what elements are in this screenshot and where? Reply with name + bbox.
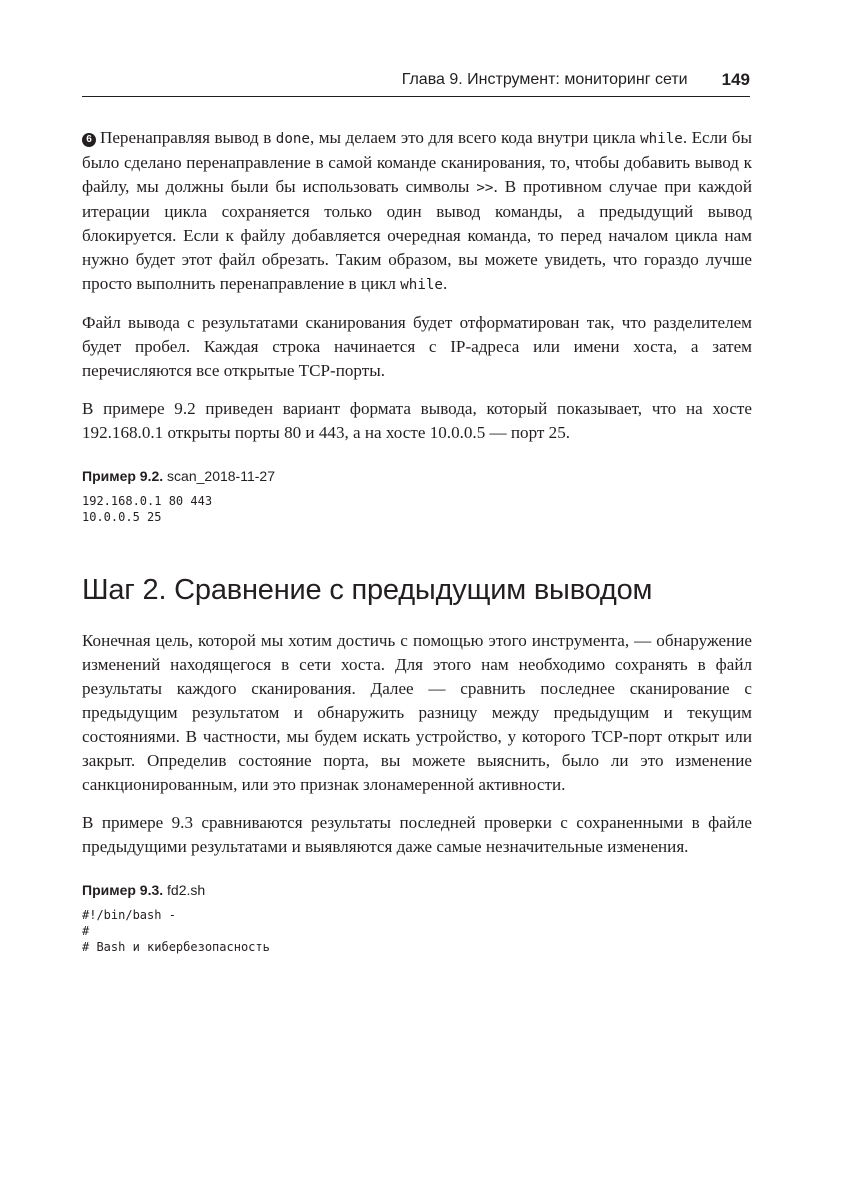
paragraph-example-intro: В примере 9.2 приведен вариант формата вывода, который показывает, что на хосте 192.168.0.1 открыты порты 80 и 443, а на хосте 10.0.0.5 — порт 25. [82, 399, 752, 442]
example-label: Пример 9.3. [82, 882, 164, 898]
paragraph-goal: Конечная цель, которой мы хотим достичь с помощью этого инструмента, — обнаружение изменений находящегося в сети хоста. Для этого нам необходимо сохранять в файл результаты каждого сканирования. Далее — сравнить последнее сканирование с предыдущим результатом и обнаружить разницу между предыдущим и текущим состояниями. В частности, мы будем искать устройство, у которого TCP-порт открыт или закрыт. Определив состояние порта, вы можете выяснить, было ли это изменение санкционированным, или это признак злонамеренной активности. [82, 631, 752, 794]
inline-code: done [275, 131, 310, 147]
code-block: #!/bin/bash - # # Bash и кибербезопасность [82, 908, 270, 954]
text-span: . [442, 274, 448, 293]
example-filename: scan_2018-11-27 [167, 468, 275, 484]
page-body [82, 126, 752, 955]
example-caption [82, 881, 752, 899]
inline-code: >> [476, 180, 494, 196]
paragraph-example-3-intro: В примере 9.3 сравниваются результаты последней проверки с сохраненными в файле предыдущими результатами и выявляются даже самые незначительные изменения. [82, 813, 752, 856]
page-number: 149 [721, 70, 750, 89]
callout-number-icon: 6 [82, 133, 96, 147]
inline-code: while [400, 277, 443, 293]
running-header [82, 70, 750, 97]
chapter-title: Глава 9. Инструмент: мониторинг сети [401, 71, 688, 88]
example-filename: fd2.sh [167, 882, 206, 898]
text-span: . В противном случае при каждой итерации цикла сохраняется только один вывод команды, а предыдущий вывод блокируется. Если к файлу добавляется очередная команда, то перед началом цикла нам нужно будет этот файл обрезать. Таким образом, вы можете увидеть, что гораздо лучше просто выполнить перенаправление в цикл [82, 177, 753, 293]
text-span: . Если бы было сделано перенаправление в самой команде сканирования, то, чтобы добавить вывод к файлу, мы должны были бы использовать символы [82, 128, 752, 196]
text-span: Перенаправляя вывод в [100, 128, 276, 147]
code-block: 192.168.0.1 80 443 10.0.0.5 25 [82, 494, 213, 524]
paragraph-output-format: Файл вывода с результатами сканирования будет отформатирован так, что разделителем будет пробел. Каждая строка начинается с IP-адреса или имени хоста, а затем перечисляются все открытые TCP-порты. [82, 313, 752, 380]
example-caption [82, 467, 752, 485]
inline-code: while [640, 131, 683, 147]
section-heading: Шаг 2. Сравнение с предыдущим выводом [82, 574, 653, 606]
example-label: Пример 9.2. [82, 468, 164, 484]
callout-paragraph [82, 126, 752, 297]
text-span: , мы делаем это для всего кода внутри цикла [309, 128, 641, 147]
